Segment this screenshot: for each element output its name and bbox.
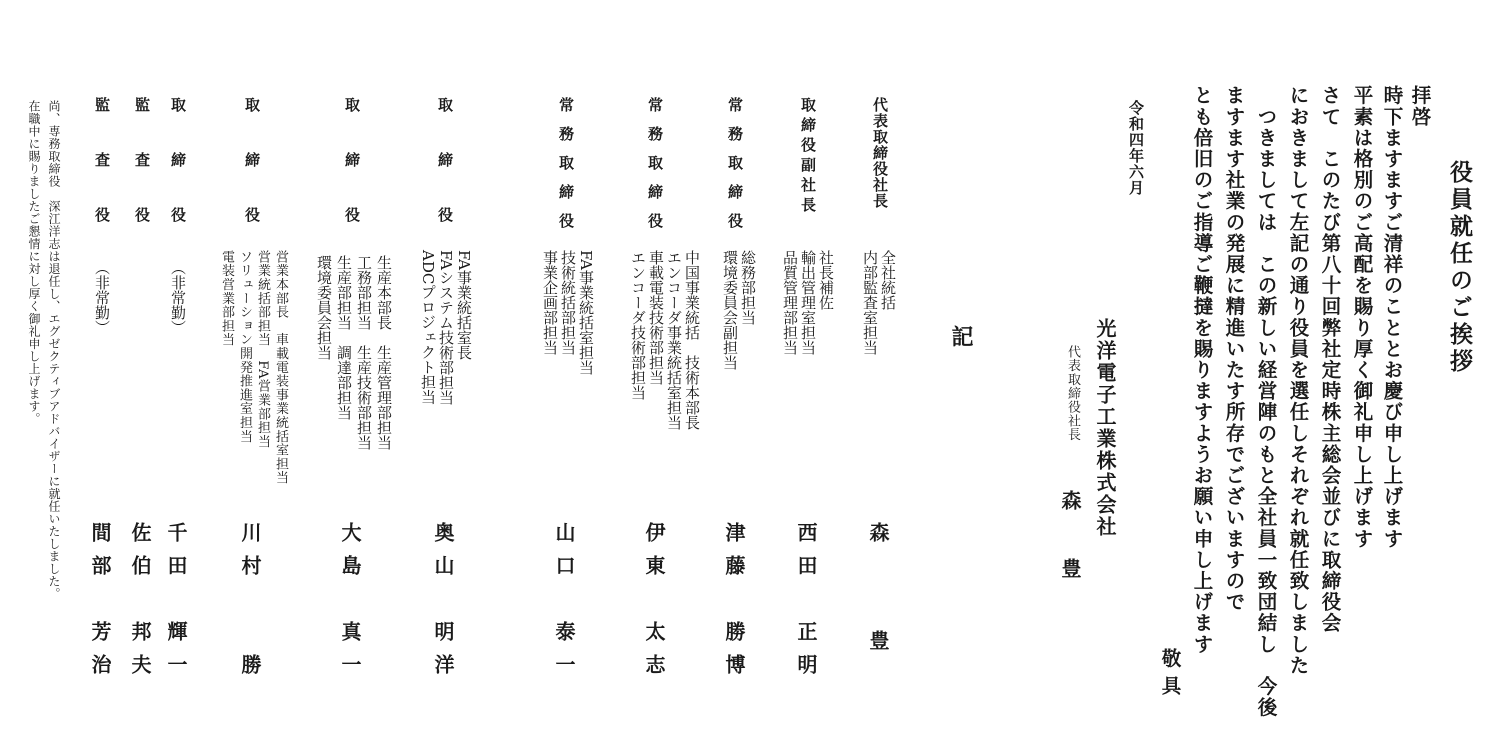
body-line-7: とも倍旧のご指導ご鞭撻を賜りますようお願い申し上げます [1190,85,1214,655]
officer-duty: エンコーダ技術部担当 [629,250,647,400]
officer-position: 取締役 [343,97,361,262]
officer-duty: ソリューション開発推進室担当 [237,250,252,444]
officer-position: 常務取締役 [646,97,664,242]
officer-duty: 輸出管理室担当 [799,250,817,355]
letter-title: 役員就任のご挨拶 [1446,160,1473,376]
officer-position: 代表取締役社長 [871,97,889,209]
officer-name: 山口 泰一 [552,522,576,687]
signer-name: 森 豊 [1058,490,1082,592]
body-line-6: ますます社業の発展に精進いたす所存でございますので [1222,85,1246,613]
officer-duty: FA事業統括室長 [455,250,473,360]
officer-duty: 営業本部長 車載電装事業統括室担当 [273,250,288,485]
officer-duty: 技術統括部担当 [559,250,577,355]
postscript-line-2: 在職中に賜りましたご懇情に対し厚く御礼申し上げます。 [27,100,41,425]
closing: 敬具 [1158,648,1182,703]
officer-duty: 電装営業部担当 [219,250,234,347]
officer-duty: 社長補佐 [817,250,835,310]
body-line-5: つきましては この新しい経営陣のもと全社員一致団結し 今後 [1254,85,1278,718]
officer-position: 常務取締役 [726,97,744,242]
body-line-3: さて このたび第八十回弊社定時株主総会並びに取締役会 [1318,85,1342,634]
officer-name: 川村 勝 [238,522,262,687]
officer-name: 奥山 明洋 [431,522,455,687]
company-name: 光洋電子工業株式会社 [1093,318,1117,538]
body-line-4: におきまして左記の通り役員を選任しそれぞれ就任致しました [1286,85,1310,676]
officer-position: 取締役 [436,97,454,262]
officer-name: 西田 正明 [794,522,818,687]
signer-title: 代表取締役社長 [1065,345,1080,442]
officer-name: 森 豊 [866,522,890,666]
officer-duty: 品質管理部担当 [781,250,799,355]
officer-position: 取締役副社長 [799,97,817,217]
officer-duty: 環境委員会副担当 [721,250,739,370]
date: 令和四年六月 [1127,100,1145,196]
officer-name: 津藤 勝博 [722,522,746,687]
officer-duty: 内部監査室担当 [861,250,879,355]
officer-duty: 環境委員会担当 [315,255,333,360]
greeting: 拝啓 [1408,85,1432,128]
ki-mark: 記 [948,325,974,347]
officer-duty: FA事業統括室担当 [577,250,595,375]
officer-duty: ADCプロジェクト担当 [419,250,437,405]
officer-duty: 全社統括 [879,250,897,310]
officer-position: 取締役 [243,97,261,262]
officer-name: 間部 芳治 [88,522,112,687]
officer-position: 常務取締役 [557,97,575,242]
officer-name: 伊東 太志 [642,522,666,687]
body-line-2: 平素は格別のご高配を賜り厚く御礼申し上げます [1350,85,1374,550]
officer-duty: 中国事業統括 技術本部長 [683,250,701,430]
officer-position: 監査役 [133,97,151,262]
officer-position: 取締役 [169,97,187,262]
officer-duty: （非常勤） [93,260,111,335]
officer-duty: 事業企画部担当 [541,250,559,355]
officer-duty: 生産本部長 生産管理部担当 [375,255,393,450]
officer-duty: （非常勤） [169,260,187,335]
officer-duty: 工務部担当 生産技術部担当 [355,255,373,450]
officer-duty: 生産部担当 調達部担当 [335,255,353,420]
officer-position: 監査役 [93,97,111,262]
officer-duty: 総務部担当 [739,250,757,325]
body-line-1: 時下ますますご清祥のこととお慶び申し上げます [1380,85,1404,550]
officer-duty: エンコーダ事業統括室担当 [665,250,683,430]
officer-duty: 車載電装技術部担当 [647,250,665,385]
officer-name: 千田 輝一 [164,522,188,687]
officer-name: 佐伯 邦夫 [128,522,152,687]
postscript-line-1: 尚、専務取締役 深江洋志は退任し、エグゼクティブアドバイザーに就任いたしました。 [47,100,61,600]
officer-duty: FAシステム技術部担当 [437,250,455,405]
officer-duty: 営業統括部担当 FA営業部担当 [255,250,270,449]
officer-name: 大島 真一 [338,522,362,687]
